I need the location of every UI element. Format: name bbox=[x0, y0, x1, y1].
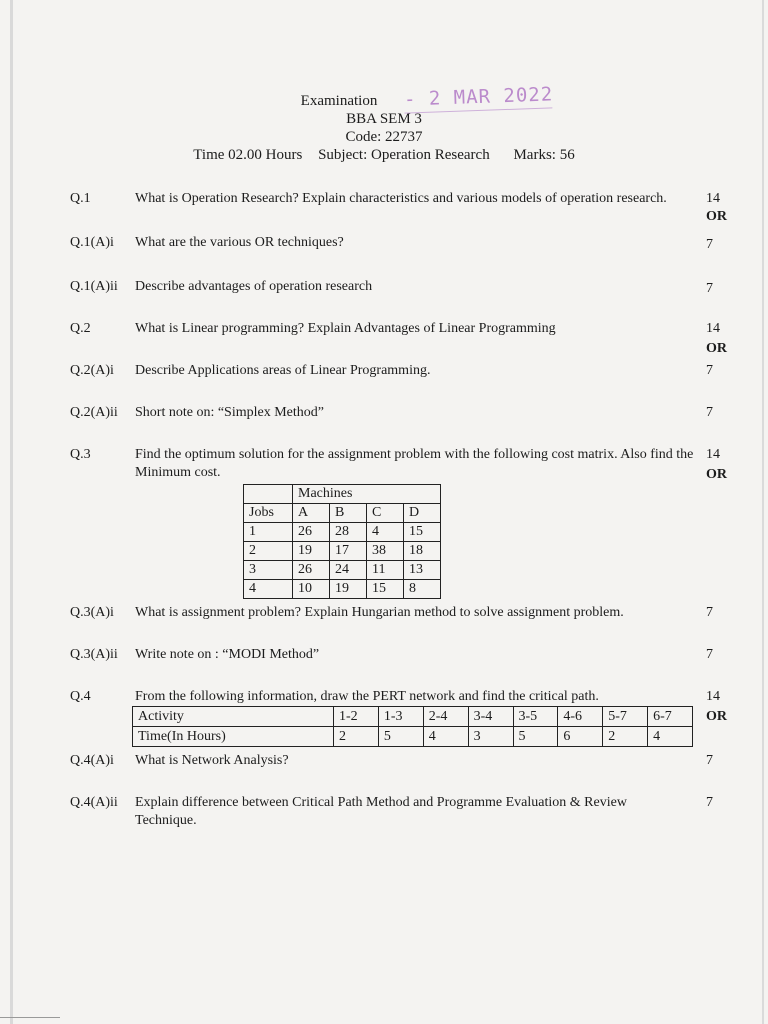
cost-cell: 19 bbox=[330, 580, 367, 599]
scan-edge-bottom bbox=[0, 1017, 60, 1018]
question-marks: 7 bbox=[706, 363, 713, 378]
cost-cell: 26 bbox=[293, 523, 330, 542]
time-cell: 2 bbox=[334, 727, 379, 747]
cost-cell: 15 bbox=[367, 580, 404, 599]
question-text: Explain difference between Critical Path Method and Programme Evaluation & Review Technique. bbox=[135, 795, 627, 828]
meta-row bbox=[187, 146, 580, 164]
time-cell: 5 bbox=[513, 727, 558, 747]
activity-cell: 3-4 bbox=[468, 707, 513, 727]
time-cell: 5 bbox=[378, 727, 423, 747]
cost-cell: 28 bbox=[330, 523, 367, 542]
question-text: What are the various OR techniques? bbox=[135, 235, 344, 250]
time-cell: 6 bbox=[558, 727, 603, 747]
question-number: Q.1(A)ii bbox=[70, 279, 118, 294]
question-number: Q.4 bbox=[70, 689, 91, 704]
cost-cell: 4 bbox=[367, 523, 404, 542]
column-header: C bbox=[367, 504, 404, 523]
or-label: OR bbox=[706, 709, 727, 724]
question-number: Q.2(A)ii bbox=[70, 405, 118, 420]
question-text: From the following information, draw the PERT network and find the critical path. bbox=[135, 689, 599, 704]
time-label: Time 02.00 Hours bbox=[193, 147, 303, 163]
cost-cell: 24 bbox=[330, 561, 367, 580]
table-row bbox=[133, 727, 693, 747]
question-text: What is Operation Research? Explain characteristics and various models of operation research. bbox=[135, 191, 667, 206]
question-number: Q.3(A)ii bbox=[70, 647, 118, 662]
column-header: B bbox=[330, 504, 367, 523]
or-label: OR bbox=[706, 467, 727, 482]
machines-header: Machines bbox=[293, 485, 441, 504]
question-text: Describe advantages of operation research bbox=[135, 279, 373, 294]
question-number: Q.3 bbox=[70, 447, 91, 462]
time-cell: 4 bbox=[423, 727, 468, 747]
activity-header: Activity bbox=[133, 707, 334, 727]
column-header: D bbox=[404, 504, 441, 523]
question-number: Q.1 bbox=[70, 191, 91, 206]
job-cell: 2 bbox=[244, 542, 293, 561]
question-marks: 14 bbox=[706, 689, 720, 704]
question-text: Find the optimum solution for the assignment problem with the following cost matrix. Also find the Minimum cost. bbox=[135, 447, 694, 480]
time-cell: 4 bbox=[648, 727, 693, 747]
pert-activity-table bbox=[132, 706, 693, 747]
question-text: Describe Applications areas of Linear Programming. bbox=[135, 363, 431, 378]
question-text: Write note on : “MODI Method” bbox=[135, 647, 320, 662]
assignment-cost-matrix bbox=[243, 484, 441, 599]
activity-cell: 4-6 bbox=[558, 707, 603, 727]
job-cell: 4 bbox=[244, 580, 293, 599]
activity-cell: 1-2 bbox=[334, 707, 379, 727]
subject-label: Subject: Operation Research bbox=[318, 147, 490, 163]
question-marks: 7 bbox=[706, 281, 713, 296]
marks-label: Marks: 56 bbox=[513, 147, 575, 163]
cost-cell: 19 bbox=[293, 542, 330, 561]
question-text: What is Network Analysis? bbox=[135, 753, 289, 768]
activity-cell: 2-4 bbox=[423, 707, 468, 727]
question-text: What is Linear programming? Explain Advantages of Linear Programming bbox=[135, 321, 556, 336]
question-marks: 14 bbox=[706, 447, 720, 462]
table-row bbox=[244, 542, 441, 561]
activity-cell: 1-3 bbox=[378, 707, 423, 727]
or-label: OR bbox=[706, 209, 727, 224]
cost-cell: 38 bbox=[367, 542, 404, 561]
question-number: Q.2 bbox=[70, 321, 91, 336]
exam-label: Examination bbox=[300, 93, 378, 109]
table-row bbox=[244, 504, 441, 523]
job-cell: 1 bbox=[244, 523, 293, 542]
job-cell: 3 bbox=[244, 561, 293, 580]
cost-cell: 17 bbox=[330, 542, 367, 561]
column-header: A bbox=[293, 504, 330, 523]
code-label: Code: 22737 bbox=[345, 129, 423, 145]
question-marks: 14 bbox=[706, 191, 720, 206]
exam-header bbox=[0, 92, 768, 164]
table-row bbox=[244, 523, 441, 542]
table-row bbox=[244, 485, 441, 504]
time-cell: 2 bbox=[603, 727, 648, 747]
cost-cell: 11 bbox=[367, 561, 404, 580]
activity-cell: 5-7 bbox=[603, 707, 648, 727]
question-number: Q.2(A)i bbox=[70, 363, 114, 378]
time-header: Time(In Hours) bbox=[133, 727, 334, 747]
question-marks: 7 bbox=[706, 795, 713, 810]
question-marks: 7 bbox=[706, 605, 713, 620]
cost-cell: 26 bbox=[293, 561, 330, 580]
question-text: What is assignment problem? Explain Hungarian method to solve assignment problem. bbox=[135, 605, 624, 620]
table-row bbox=[244, 580, 441, 599]
date-stamp: - 2 MAR 2022 bbox=[404, 83, 553, 113]
cost-cell: 18 bbox=[404, 542, 441, 561]
question-marks: 7 bbox=[706, 647, 713, 662]
question-number: Q.1(A)i bbox=[70, 235, 114, 250]
cost-cell: 10 bbox=[293, 580, 330, 599]
time-cell: 3 bbox=[468, 727, 513, 747]
table-row bbox=[244, 561, 441, 580]
activity-cell: 6-7 bbox=[648, 707, 693, 727]
program-label: BBA SEM 3 bbox=[346, 111, 422, 127]
question-number: Q.3(A)i bbox=[70, 605, 114, 620]
cost-cell: 8 bbox=[404, 580, 441, 599]
question-number: Q.4(A)ii bbox=[70, 795, 118, 810]
question-marks: 7 bbox=[706, 753, 713, 768]
question-marks: 14 bbox=[706, 321, 720, 336]
question-number: Q.4(A)i bbox=[70, 753, 114, 768]
jobs-header: Jobs bbox=[244, 504, 293, 523]
question-text: Short note on: “Simplex Method” bbox=[135, 405, 324, 420]
or-label: OR bbox=[706, 341, 727, 356]
cost-cell: 15 bbox=[404, 523, 441, 542]
question-marks: 7 bbox=[706, 405, 713, 420]
cost-cell: 13 bbox=[404, 561, 441, 580]
table-row bbox=[133, 707, 693, 727]
question-marks: 7 bbox=[706, 237, 713, 252]
table-corner bbox=[244, 485, 293, 504]
activity-cell: 3-5 bbox=[513, 707, 558, 727]
